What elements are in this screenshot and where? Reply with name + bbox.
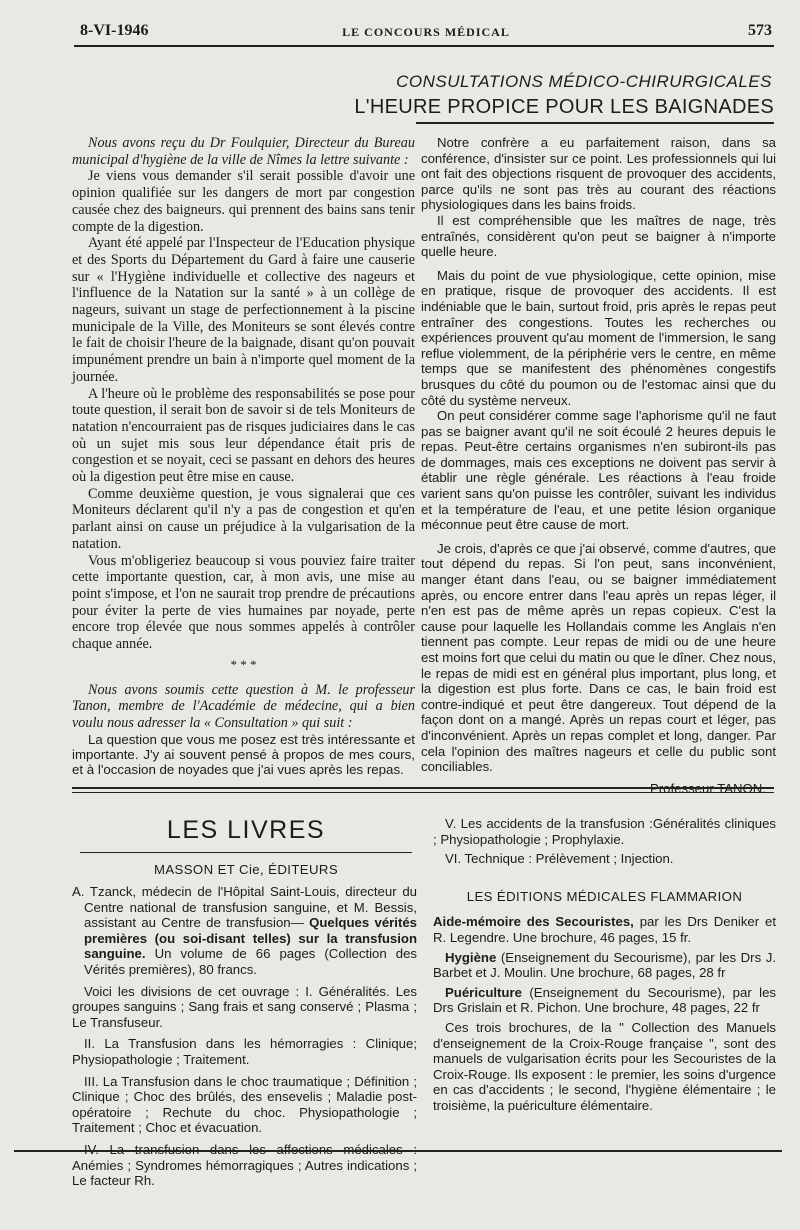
book-entry <box>433 985 776 1016</box>
answer-column <box>421 135 776 796</box>
section-divider <box>72 792 774 793</box>
publisher-masson: MASSON ET Cie, ÉDITEURS <box>153 862 339 877</box>
book-division: II. La Transfusion dans les hémorragies : Clinique; Physiopathologie ; Traitement. <box>72 1036 417 1067</box>
signature: Professeur TANON. <box>649 780 766 796</box>
letter-intro: Nous avons reçu du Dr Foulquier, Directeur du Bureau municipal d'hygiène de la ville de Nîmes la lettre suivante : <box>72 135 415 168</box>
letter-paragraph: Ayant été appelé par l'Inspecteur de l'Education physique et des Sports du Département du Gard à faire une causerie sur « l'Hygiène individuelle et collective des nageurs et l'influence de la Natation sur la santé » à un collège de nageurs, suivant un stage de perfectionnement à la piscine municipale de la Ville, des Moniteurs se sont élevés contre le fait de choisir l'heure de la baignade, disant qu'on pouvait impunément prendre un bain à n'importe quel moment de la journée. <box>72 235 415 385</box>
article-title: L'HEURE PROPICE POUR LES BAIGNADES <box>354 96 774 118</box>
book-title: Puériculture <box>445 984 522 1000</box>
letter-paragraph: A l'heure où le problème des responsabilités se pose pour toute question, il serait bon de savoir si de tels Moniteurs de natation n'encourraient pas de risques judiciaires dans le cas où un sujet mis sous leur dépendance était pris de congestion et se noyait, ceci se passant en dehors des heures où la digestion peut être mise en cause. <box>72 385 415 486</box>
book-details: (Enseignement du Secourisme), par les Drs J. Barbet et J. Moulin. Une brochure, 68 pages, 28 fr <box>433 949 776 981</box>
book-title: Quelques vérités premières (ou soi-disant telles) sur la transfusion sanguine. <box>84 915 418 962</box>
publisher-flammarion: LES ÉDITIONS MÉDICALES FLAMMARION <box>466 888 743 904</box>
submission-note: Nous avons soumis cette question à M. le professeur Tanon, membre de l'Académie de médecine, qui a bien voulu nous adresser la « Consultation » qui suit : <box>72 681 415 731</box>
letter-paragraph: Comme deuxième question, je vous signalerai que ces Moniteurs déclarent qu'il n'y a pas de congestion et qu'en parlant ainsi on cause un préjudice à la vulgarisation de la natation. <box>72 485 415 552</box>
answer-paragraph: On peut considérer comme sage l'aphorisme qu'il ne faut pas se baigner avant qu'il ne soit écoulé 2 heures depuis le repas. Peut-être certains organismes n'en subiront-ils pas de dommages, mais ces exceptions ne doivent pas servir à établir une règle générale. Les réactions à l'eau froide varient sans qu'on puisse les contrôler, suivant les individus et la température de l'eau, et une petite lésion organique méconnue peut être cause de mort. <box>421 408 776 533</box>
book-details: Un volume de 66 pages (Collection des Vérités premières), 80 francs. <box>84 946 418 977</box>
book-title: Aide-mémoire des Secouristes, <box>433 914 634 930</box>
separator-stars: * * * <box>230 656 257 672</box>
book-division: III. La Transfusion dans le choc traumatique ; Définition ; Clinique ; Choc des brûlés, des ensevelis ; Maladie post-opératoire ; Rechute du choc. Physiopathologie ; Traitement ; Choc et évacuation. <box>72 1073 417 1136</box>
bottom-rule <box>14 1150 782 1152</box>
answer-paragraph: La question que vous me posez est très intéressante et importante. J'y ai souvent pensé à propos de mes cours, et à l'occasion de noyades que j'ai vues après les repas. <box>72 731 415 778</box>
book-entry <box>433 950 776 981</box>
answer-paragraph: Il est compréhensible que les maîtres de nage, très entraînés, considèrent qu'on peut se baigner à n'importe quelle heure. <box>421 212 776 260</box>
issue-date: 8-VI-1946 <box>80 22 149 39</box>
books-heading-rule <box>80 852 412 853</box>
header-rule <box>74 45 774 47</box>
answer-paragraph: Mais du point de vue physiologique, cette opinion, mise en pratique, risque de provoquer des accidents. Il est indéniable que le bain, surtout froid, pris après le repas peut entraîner des congestions. Toutes les recherches ou expériences prouvent qu'au moment de l'immersion, le sang reflue violemment, de la périphérie vers le centre, en même temps que se manifestent des phénomènes congestifs brusques du côté du poumon ou de l'estomac ainsi que du côté du système nerveux. <box>421 267 776 408</box>
book-entry <box>433 914 776 945</box>
page-header <box>80 22 772 44</box>
book-entry-tzanck <box>72 884 417 978</box>
section-divider <box>72 787 774 789</box>
book-details: (Enseignement du Secourisme), par les Drs Grislain et R. Pichon. Une brochure, 48 pages, 22 fr <box>433 984 776 1016</box>
book-author: A. Tzanck, médecin de l'Hôpital Saint-Louis, directeur du Centre national de transfusion sanguine, et M. Bessis, assistant au Centre de transfusion— <box>72 884 417 931</box>
journal-name: LE CONCOURS MÉDICAL <box>342 25 510 39</box>
title-rule <box>416 122 774 124</box>
books-right-column <box>433 816 776 1114</box>
books-heading: LES LIVRES <box>166 816 326 844</box>
book-details: par les Drs Deniker et R. Legendre. Une brochure, 46 pages, 15 fr. <box>433 914 777 945</box>
books-left-column <box>72 884 417 1189</box>
book-title: Hygiène <box>445 949 497 965</box>
answer-paragraph: Je crois, d'après ce que j'ai observé, comme d'autres, que tout dépend du repas. Si l'on peut, sans inconvénient, manger étant dans l'eau, ou se baigner immédiatement après, ou encore entrer dans l'eau après un repas léger, il n'en est pas de même après un repas copieux. C'est la cause pour laquelle les Hollandais comme les Anglais n'en tiennent pas compte. Leur repas de midi ou de une heure est moins fort que celui du matin ou que le dîner. Chez nous, le repas de midi est en général plus important, plus long, et la digestion est plus forte. Dans ce cas, le bain froid est contre-indiqué et peut être dangereux. Tout dépend de la façon dont on a mangé. Après un repas court et léger, pas d'inconvénient. Après un repas complet et long, danger. Par cela l'opinion des maîtres nageurs et celle du public sont conciliables. <box>421 540 776 775</box>
letter-column <box>72 135 415 778</box>
book-division: Voici les divisions de cet ouvrage : I. Généralités. Les groupes sanguins ; Sang frais et sang conservé ; Plasma ; Le Transfuseur. <box>72 983 417 1030</box>
book-division: IV. La transfusion dans les affections médicales : Anémies ; Syndromes hémorragiques ; Autres indications ; Le facteur Rh. <box>72 1141 417 1189</box>
letter-paragraph: Je viens vous demander s'il serait possible d'avoir une opinion qualifiée sur les dangers de mort par congestion causée chez des baigneurs. qui prennent des bains sans tenir compte de la digestion. <box>72 168 415 235</box>
page-number: 573 <box>748 22 772 39</box>
letter-paragraph: Vous m'obligeriez beaucoup si vous pouviez faire traiter cette importante question, car, à mon avis, une mise au point s'impose, et l'on ne saurait trop prendre de précautions pour éviter la perte de vies humaines par noyade, perte encore trop élevée que nous sommes appelés à contrôler chaque année. <box>72 552 415 653</box>
answer-paragraph: Notre confrère a eu parfaitement raison, dans sa conférence, d'insister sur ce point. Les professionnels qui lui ont fait des objections risquent de provoquer des accidents, parce qu'ils ne sont pas très au courant des réactions physiologiques dans les bains froids. <box>421 135 776 213</box>
book-division: VI. Technique : Prélèvement ; Injection. <box>445 851 674 867</box>
book-division: V. Les accidents de la transfusion :Généralités cliniques ; Physiopathologie ; Prophylaxie. <box>433 816 776 847</box>
section-title: CONSULTATIONS MÉDICO-CHIRURGICALES <box>396 72 772 91</box>
flammarion-note: Ces trois brochures, de la " Collection des Manuels d'enseignement de la Croix-Rouge française ", sont des manuels de vulgarisation écrits pour les Secouristes de la Croix-Rouge. Ils exposent : le premier, les soins d'urgence en cas d'accidents ; le second, l'hygiène élémentaire ; le troisième, la puériculture élémentaire. <box>433 1019 776 1113</box>
